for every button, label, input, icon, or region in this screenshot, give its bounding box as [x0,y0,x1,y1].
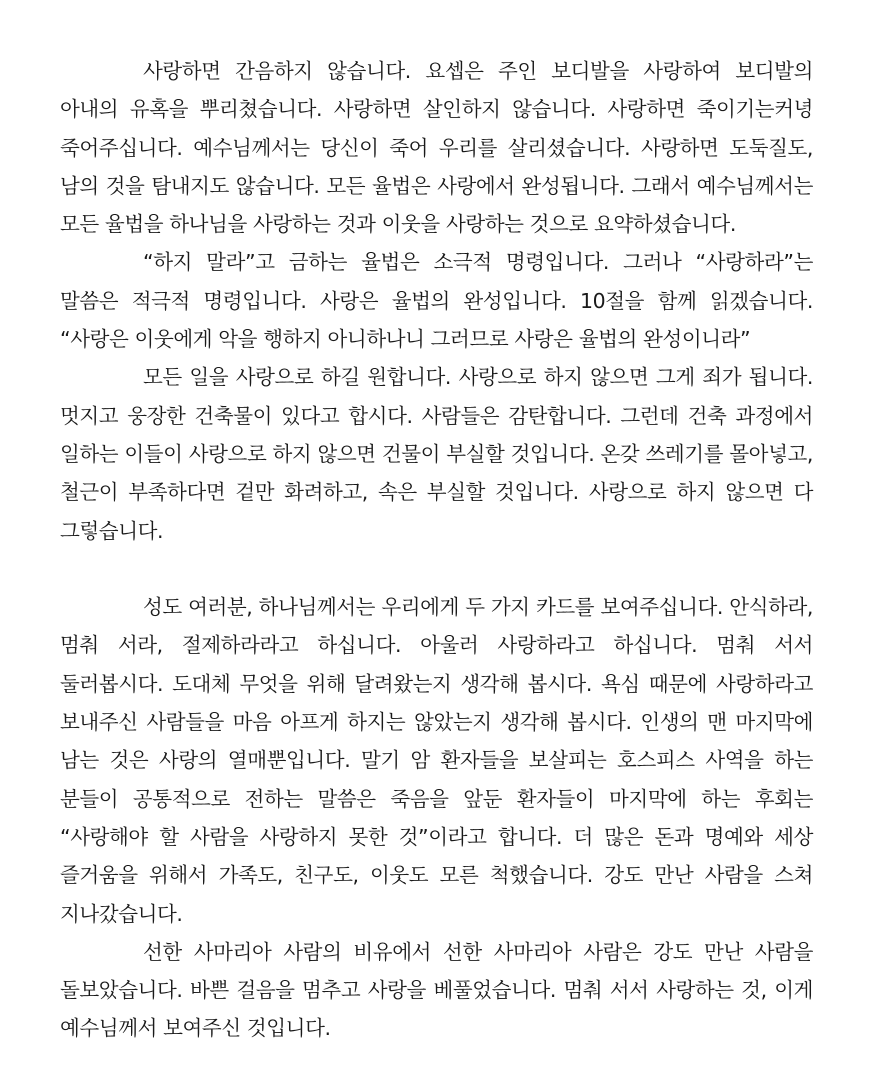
paragraph-2: “하지 말라”고 금하는 율법은 소극적 명령입니다. 그러나 “사랑하라”는 말씀은 적극적 명령입니다. 사랑은 율법의 완성입니다. 10절을 함께 읽겠습니다. “사랑은 이웃에게 악을 행하지 아니하나니 그러므로 사랑은 율법의 완성이니라” [60,250,813,352]
paragraph-gap [60,550,813,588]
paragraph-3: 모든 일을 사랑으로 하길 원합니다. 사랑으로 하지 않으면 그게 죄가 됩니다. 멋지고 웅장한 건축물이 있다고 합시다. 사람들은 감탄합니다. 그런데 건축 과정에서 일하는 이들이 사랑으로 하지 않으면 건물이 부실할 것입니다. 온갖 쓰레기를 몰아넣고, 철근이 부족하다면 겉만 화려하고, 속은 부실할 것입니다. 사랑으로 하지 않으면 다 그렇습니다. [60,365,813,543]
paragraph-1: 사랑하면 간음하지 않습니다. 요셉은 주인 보디발을 사랑하여 보디발의 아내의 유혹을 뿌리쳤습니다. 사랑하면 살인하지 않습니다. 사랑하면 죽이기는커녕 죽어주십니다. 예수님께서는 당신이 죽어 우리를 살리셨습니다. 사랑하면 도둑질도, 남의 것을 탐내지도 않습니다. 모든 율법은 사랑에서 완성됩니다. 그래서 예수님께서는 모든 율법을 하나님을 사랑하는 것과 이웃을 사랑하는 것으로 요약하셨습니다. [60,59,813,237]
paragraph-4: 성도 여러분, 하나님께서는 우리에게 두 가지 카드를 보여주십니다. 안식하라, 멈춰 서라, 절제하라라고 하십니다. 아울러 사랑하라고 하십니다. 멈춰 서서 둘러봅시다. 도대체 무엇을 위해 달려왔는지 생각해 봅시다. 욕심 때문에 사랑하라고 보내주신 사람들을 마음 아프게 하지는 않았는지 생각해 봅시다. 인생의 맨 마지막에 남는 것은 사랑의 열매뿐입니다. 말기 암 환자들을 보살피는 호스피스 사역을 하는 분들이 공통적으로 전하는 말씀은 죽음을 앞둔 환자들이 마지막에 하는 후회는 “사랑해야 할 사람을 사랑하지 못한 것”이라고 합니다. 더 많은 돈과 명예와 세상 즐거움을 위해서 가족도, 친구도, 이웃도 모른 척했습니다. 강도 만난 사람을 스쳐 지나갔습니다. [60,595,813,926]
paragraph-5: 선한 사마리아 사람의 비유에서 선한 사마리아 사람은 강도 만난 사람을 돌보았습니다. 바쁜 걸음을 멈추고 사랑을 베풀었습니다. 멈춰 서서 사랑하는 것, 이게 예수님께서 보여주신 것입니다. [60,939,813,1041]
